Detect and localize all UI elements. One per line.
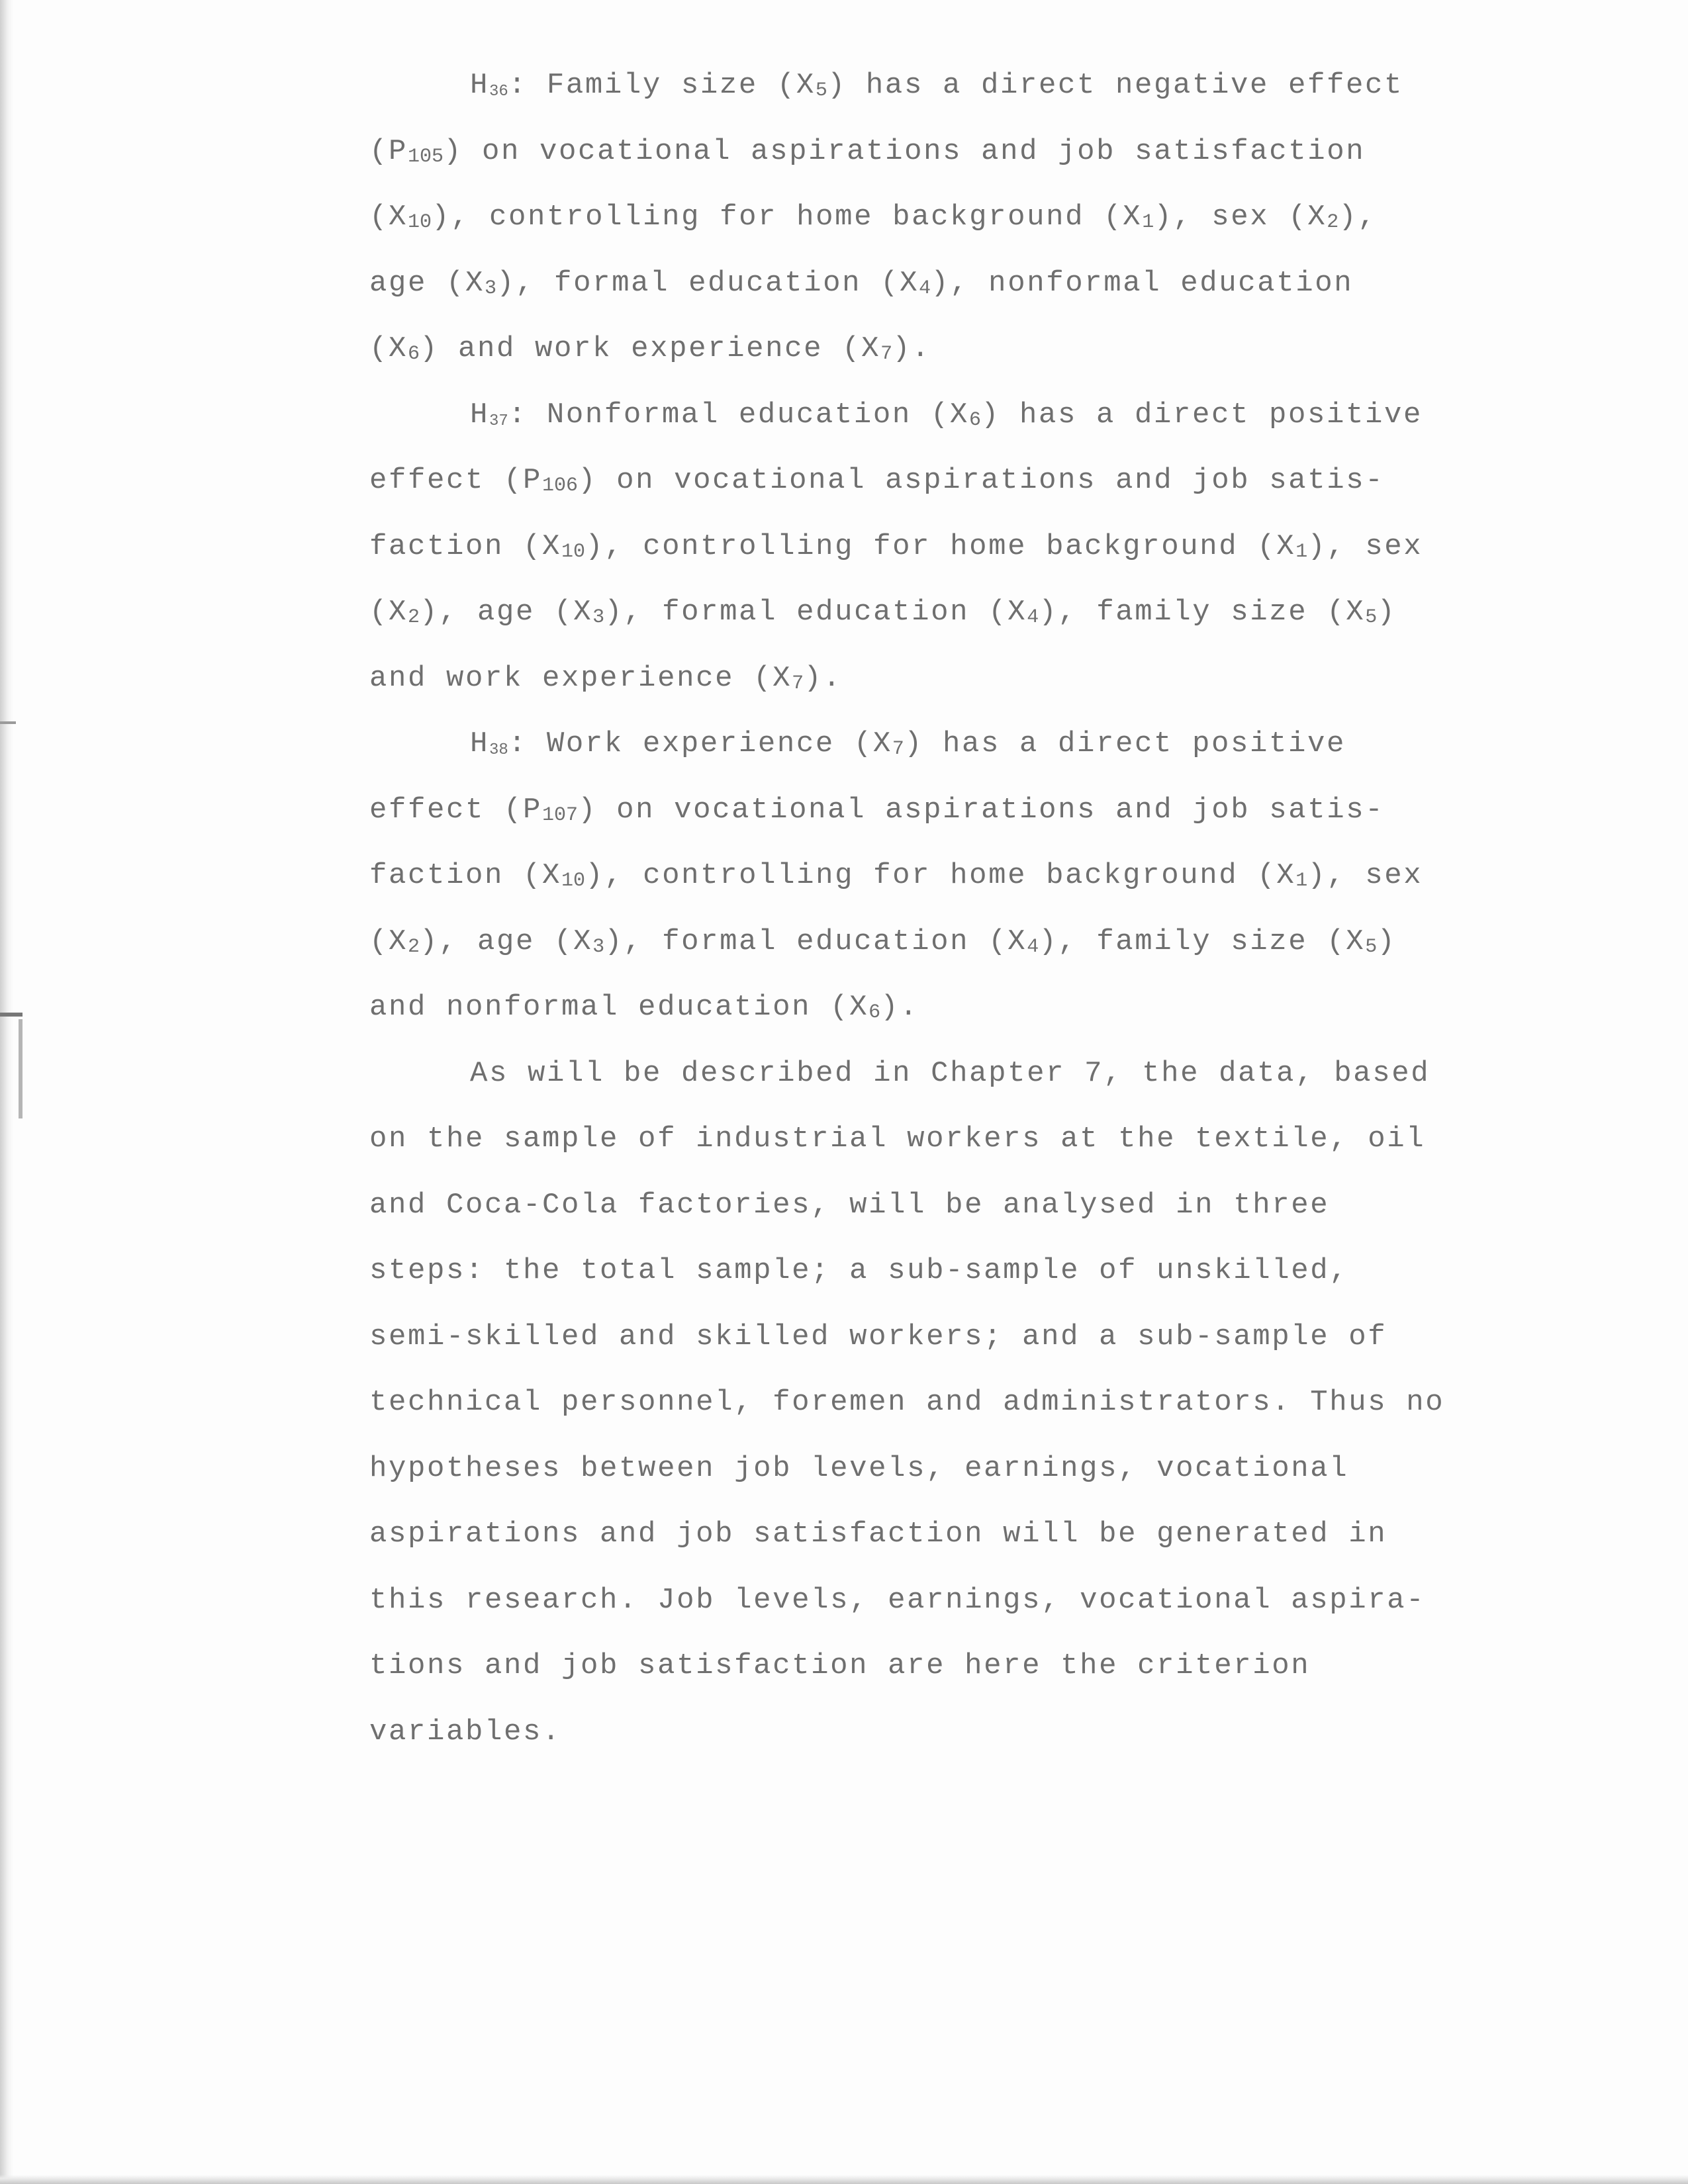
hypothesis-36-line-5: (X6) and work experience (X7). <box>369 332 931 365</box>
hypothesis-label: H <box>470 69 490 102</box>
paragraph-line: hypotheses between job levels, earnings, vocational <box>369 1451 1349 1485</box>
scan-binding-shadow <box>0 0 13 2184</box>
paragraph-line: semi-skilled and skilled workers; and a sub-sample of <box>369 1320 1387 1353</box>
hypothesis-37-line-4: (X2), age (X3), formal education (X4), family size (X5) <box>369 596 1397 629</box>
hypothesis-38-line-4: (X2), age (X3), formal education (X4), family size (X5) <box>369 925 1397 958</box>
paragraph-line: steps: the total sample; a sub-sample of unskilled, <box>369 1254 1349 1287</box>
paragraph-line: aspirations and job satisfaction will be generated in <box>369 1518 1387 1551</box>
scan-artifact-mark <box>0 721 16 724</box>
scan-bottom-edge <box>0 2175 1688 2184</box>
hypothesis-36-line-2: (P105) on vocational aspirations and job satisfaction <box>369 134 1366 168</box>
hypothesis-label: H <box>470 398 490 432</box>
hypothesis-number: 36 <box>489 83 508 101</box>
paragraph-line: technical personnel, foremen and administrators. Thus no <box>369 1386 1445 1419</box>
paragraph-line: As will be described in Chapter 7, the data, based <box>470 1056 1430 1090</box>
scan-artifact-mark <box>19 1019 23 1118</box>
paragraph-line: and Coca-Cola factories, will be analysed in three <box>369 1188 1330 1222</box>
hypothesis-number: 38 <box>489 741 508 759</box>
hypothesis-37-line-1: H37: Nonformal education (X6) has a direct positive <box>470 398 1423 432</box>
hypothesis-37-line-2: effect (P106) on vocational aspirations and job satis- <box>369 464 1385 497</box>
paragraph-line: tions and job satisfaction are here the criterion <box>369 1649 1311 1682</box>
hypothesis-37-line-5: and work experience (X7). <box>369 661 843 695</box>
hypothesis-38-line-5: and nonformal education (X6). <box>369 991 919 1024</box>
hypothesis-36-line-4: age (X3), formal education (X4), nonformal education <box>369 266 1354 300</box>
page-body-text <box>369 53 1495 1765</box>
paragraph-line: on the sample of industrial workers at the textile, oil <box>369 1122 1426 1156</box>
scan-artifact-mark <box>0 1013 23 1017</box>
hypothesis-36-line-3: (X10), controlling for home background (X1), sex (X2), <box>369 201 1378 234</box>
hypothesis-38-line-2: effect (P107) on vocational aspirations and job satis- <box>369 793 1385 827</box>
paragraph-line: this research. Job levels, earnings, vocational aspira- <box>369 1583 1426 1617</box>
hypothesis-number: 37 <box>489 412 508 430</box>
paragraph-line: variables. <box>369 1715 562 1749</box>
hypothesis-38-line-1: H38: Work experience (X7) has a direct positive <box>470 727 1346 760</box>
hypothesis-38-line-3: faction (X10), controlling for home background (X1), sex <box>369 859 1423 892</box>
hypothesis-36-line-1: H36: Family size (X5) has a direct negative effect <box>470 69 1404 102</box>
hypothesis-37-line-3: faction (X10), controlling for home background (X1), sex <box>369 529 1423 563</box>
hypothesis-label: H <box>470 727 490 760</box>
